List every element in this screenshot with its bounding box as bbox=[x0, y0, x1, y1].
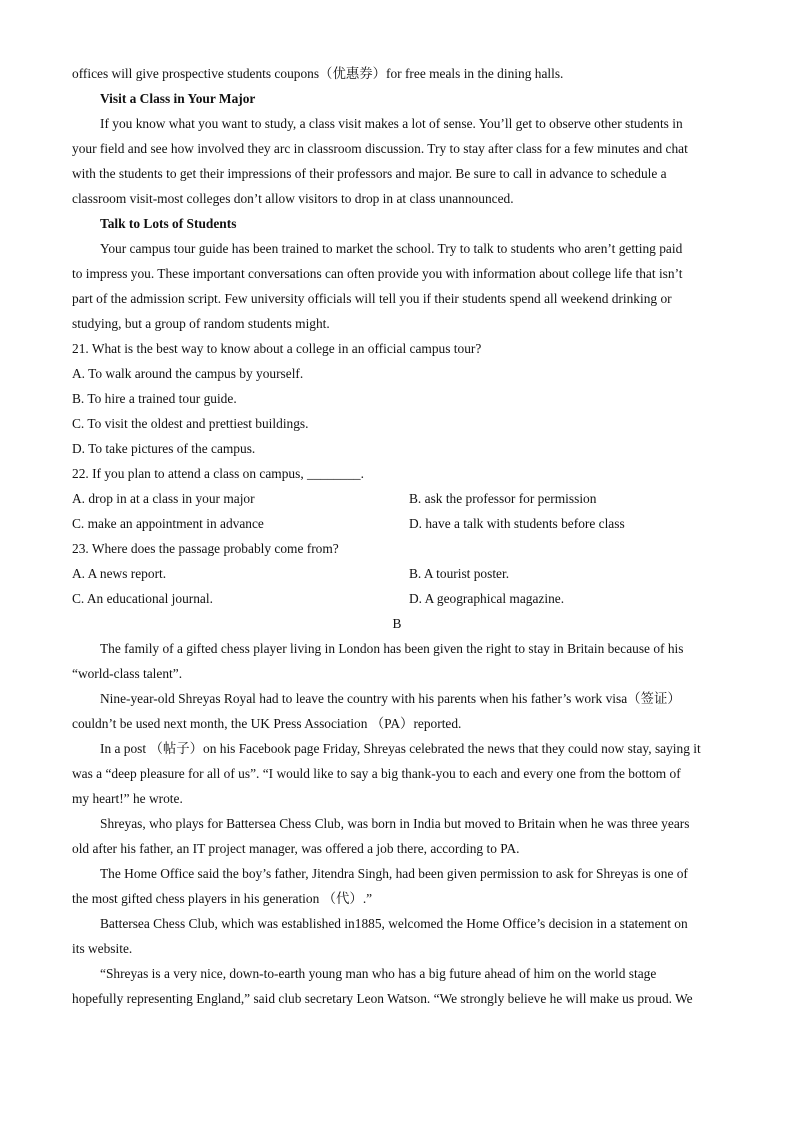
option-21-a: A. To walk around the campus by yourself. bbox=[72, 366, 304, 381]
paragraph-line: The family of a gifted chess player living in London has been given the right to stay in Britain because of his bbox=[100, 641, 684, 656]
paragraph-line: couldn’t be used next month, the UK Press Association （PA）reported. bbox=[72, 716, 462, 731]
section-heading: Visit a Class in Your Major bbox=[100, 91, 256, 106]
paragraph-line: the most gifted chess players in his generation （代）.” bbox=[72, 891, 373, 906]
option-22-a: A. drop in at a class in your major bbox=[72, 491, 255, 506]
section-heading: Talk to Lots of Students bbox=[100, 216, 237, 231]
option-23-a: A. A news report. bbox=[72, 566, 167, 581]
option-23-c: C. An educational journal. bbox=[72, 591, 213, 606]
option-22-b: B. ask the professor for permission bbox=[409, 491, 597, 506]
option-22-c: C. make an appointment in advance bbox=[72, 516, 264, 531]
paragraph-line: your field and see how involved they arc in classroom discussion. Try to stay after class for a few minutes and chat bbox=[72, 141, 688, 156]
paragraph-line: In a post （帖子）on his Facebook page Friday, Shreyas celebrated the news that they could now stay, saying it bbox=[100, 741, 701, 756]
option-21-c: C. To visit the oldest and prettiest buildings. bbox=[72, 416, 309, 431]
paragraph-line: “Shreyas is a very nice, down-to-earth young man who has a big future ahead of him on the world stage bbox=[100, 966, 657, 981]
paragraph-line: classroom visit-most colleges don’t allow visitors to drop in at class unannounced. bbox=[72, 191, 514, 206]
paragraph-line: its website. bbox=[72, 941, 133, 956]
option-21-d: D. To take pictures of the campus. bbox=[72, 441, 256, 456]
paragraph-line: was a “deep pleasure for all of us”. “I would like to say a big thank-you to each and every one from the bottom of bbox=[72, 766, 681, 781]
passage-b-heading: B bbox=[392, 616, 402, 631]
paragraph-line: Shreyas, who plays for Battersea Chess Club, was born in India but moved to Britain when he was three years bbox=[100, 816, 690, 831]
paragraph-line: with the students to get their impressions of their professors and major. Be sure to call in advance to schedule a bbox=[72, 166, 667, 181]
option-22-d: D. have a talk with students before class bbox=[409, 516, 625, 531]
paragraph-line: old after his father, an IT project manager, was offered a job there, according to PA. bbox=[72, 841, 520, 856]
paragraph-line: my heart!” he wrote. bbox=[72, 791, 183, 806]
paragraph-line: offices will give prospective students coupons（优惠券）for free meals in the dining halls. bbox=[72, 66, 564, 81]
option-21-b: B. To hire a trained tour guide. bbox=[72, 391, 237, 406]
paragraph-line: studying, but a group of random students might. bbox=[72, 316, 330, 331]
question-21: 21. What is the best way to know about a college in an official campus tour? bbox=[72, 341, 482, 356]
paragraph-line: part of the admission script. Few university officials will tell you if their students spend all weekend drinking or bbox=[72, 291, 672, 306]
question-23: 23. Where does the passage probably come from? bbox=[72, 541, 339, 556]
paragraph-line: Your campus tour guide has been trained to market the school. Try to talk to students who aren’t getting paid bbox=[100, 241, 683, 256]
paragraph-line: Battersea Chess Club, which was established in1885, welcomed the Home Office’s decision in a statement on bbox=[100, 916, 688, 931]
paragraph-line: If you know what you want to study, a class visit makes a lot of sense. You’ll get to observe other students in bbox=[100, 116, 683, 131]
paragraph-line: hopefully representing England,” said club secretary Leon Watson. “We strongly believe he will make us proud. We bbox=[72, 991, 693, 1006]
question-22: 22. If you plan to attend a class on campus, ________. bbox=[72, 466, 364, 481]
option-23-b: B. A tourist poster. bbox=[409, 566, 510, 581]
paragraph-line: Nine-year-old Shreyas Royal had to leave the country with his parents when his father’s work visa（签证） bbox=[100, 691, 681, 706]
paragraph-line: The Home Office said the boy’s father, Jitendra Singh, had been given permission to ask for Shreyas is one of bbox=[100, 866, 688, 881]
paragraph-line: to impress you. These important conversations can often provide you with information about college life that isn’t bbox=[72, 266, 683, 281]
paragraph-line: “world-class talent”. bbox=[72, 666, 183, 681]
option-23-d: D. A geographical magazine. bbox=[409, 591, 565, 606]
